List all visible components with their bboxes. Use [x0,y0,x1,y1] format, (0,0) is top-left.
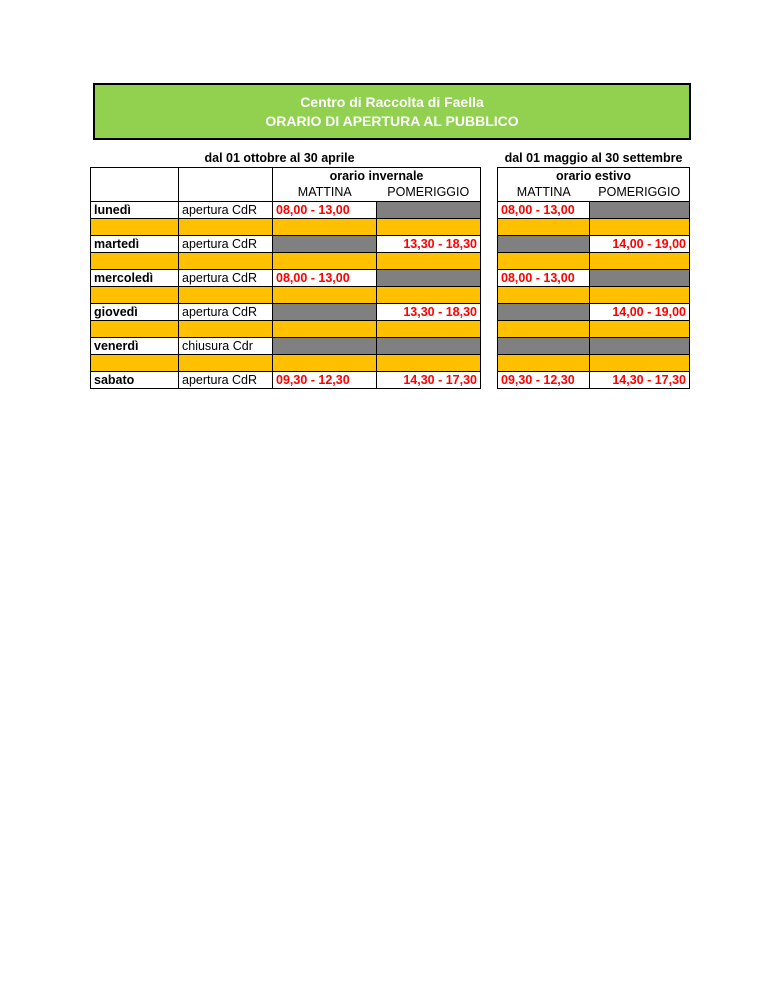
gap-cell [498,320,590,337]
table-row [498,303,690,320]
gap-cell [590,218,690,235]
table-row [498,371,690,388]
gap-cell [377,218,481,235]
gap-cell [91,218,179,235]
gap-cell [590,252,690,269]
status-cell: chiusura Cdr [179,337,273,354]
day-cell: mercoledì [91,269,179,286]
status-cell: apertura CdR [179,269,273,286]
gap-cell [273,286,377,303]
gap-row [91,286,481,303]
gap-row [498,286,690,303]
winter-col-morning: MATTINA [273,184,377,201]
winter-season-label: orario invernale [273,167,481,184]
summer-season-label: orario estivo [498,167,690,184]
gap-cell [179,286,273,303]
gap-cell [377,286,481,303]
table-row [498,235,690,252]
gap-cell [91,320,179,337]
page-title: Centro di Raccolta di Faella [300,93,484,110]
summer-afternoon-cell: 14,30 - 17,30 [590,371,690,388]
summer-afternoon-cell [590,269,690,286]
table-row [498,269,690,286]
gap-cell [91,286,179,303]
gap-cell [377,252,481,269]
winter-morning-cell: 08,00 - 13,00 [273,201,377,218]
winter-morning-cell: 09,30 - 12,30 [273,371,377,388]
gap-row [498,252,690,269]
summer-col-morning: MATTINA [498,184,590,201]
status-cell: apertura CdR [179,201,273,218]
column-header-row [91,184,481,201]
winter-morning-cell [273,235,377,252]
summer-afternoon-cell: 14,00 - 19,00 [590,235,690,252]
gap-cell [590,286,690,303]
summer-morning-cell: 08,00 - 13,00 [498,201,590,218]
summer-afternoon-cell [590,201,690,218]
summer-col-afternoon: POMERIGGIO [590,184,690,201]
status-cell: apertura CdR [179,303,273,320]
summer-rows [498,201,690,388]
gap-cell [498,354,590,371]
summer-period: dal 01 maggio al 30 settembre [504,151,683,166]
winter-morning-cell [273,337,377,354]
season-label-row [498,167,690,184]
day-cell: giovedì [91,303,179,320]
day-cell: venerdì [91,337,179,354]
gap-row [91,252,481,269]
status-cell: apertura CdR [179,235,273,252]
summer-afternoon-cell: 14,00 - 19,00 [590,303,690,320]
table-row [91,269,481,286]
gap-cell [590,320,690,337]
table-row [91,371,481,388]
winter-afternoon-cell: 13,30 - 18,30 [377,235,481,252]
gap-cell [498,218,590,235]
winter-rows [91,201,481,388]
gap-cell [498,286,590,303]
summer-morning-cell: 09,30 - 12,30 [498,371,590,388]
winter-afternoon-cell: 14,30 - 17,30 [377,371,481,388]
gap-cell [498,252,590,269]
winter-afternoon-cell [377,337,481,354]
winter-morning-cell [273,303,377,320]
winter-afternoon-cell [377,201,481,218]
gap-cell [273,320,377,337]
gap-cell [590,354,690,371]
winter-schedule-table [90,150,481,389]
gap-row [91,218,481,235]
table-row [91,201,481,218]
gap-cell [273,218,377,235]
summer-afternoon-cell [590,337,690,354]
gap-cell [179,252,273,269]
page-subtitle: ORARIO DI APERTURA AL PUBBLICO [265,112,519,129]
table-row [91,337,481,354]
table-row [91,235,481,252]
gap-cell [179,354,273,371]
gap-cell [377,354,481,371]
summer-morning-cell [498,337,590,354]
gap-cell [91,252,179,269]
summer-morning-cell [498,235,590,252]
gap-cell [377,320,481,337]
summer-morning-cell: 08,00 - 13,00 [498,269,590,286]
gap-row [91,354,481,371]
day-cell: sabato [91,371,179,388]
gap-cell [91,354,179,371]
season-label-row [91,167,481,184]
gap-cell [179,320,273,337]
gap-row [91,320,481,337]
gap-row [498,354,690,371]
winter-period: dal 01 ottobre al 30 aprile [204,151,355,166]
winter-afternoon-cell [377,269,481,286]
gap-row [498,320,690,337]
gap-cell [179,218,273,235]
day-cell: martedì [91,235,179,252]
column-header-row [498,184,690,201]
summer-morning-cell [498,303,590,320]
table-row [498,201,690,218]
day-cell: lunedì [91,201,179,218]
winter-morning-cell: 08,00 - 13,00 [273,269,377,286]
winter-afternoon-cell: 13,30 - 18,30 [377,303,481,320]
winter-col-afternoon: POMERIGGIO [377,184,481,201]
table-row [498,337,690,354]
table-row [91,303,481,320]
gap-cell [273,252,377,269]
status-cell: apertura CdR [179,371,273,388]
gap-row [498,218,690,235]
summer-schedule-table [497,150,690,389]
gap-cell [273,354,377,371]
period-row [498,150,690,167]
title-banner [93,83,691,140]
period-row [91,150,481,167]
